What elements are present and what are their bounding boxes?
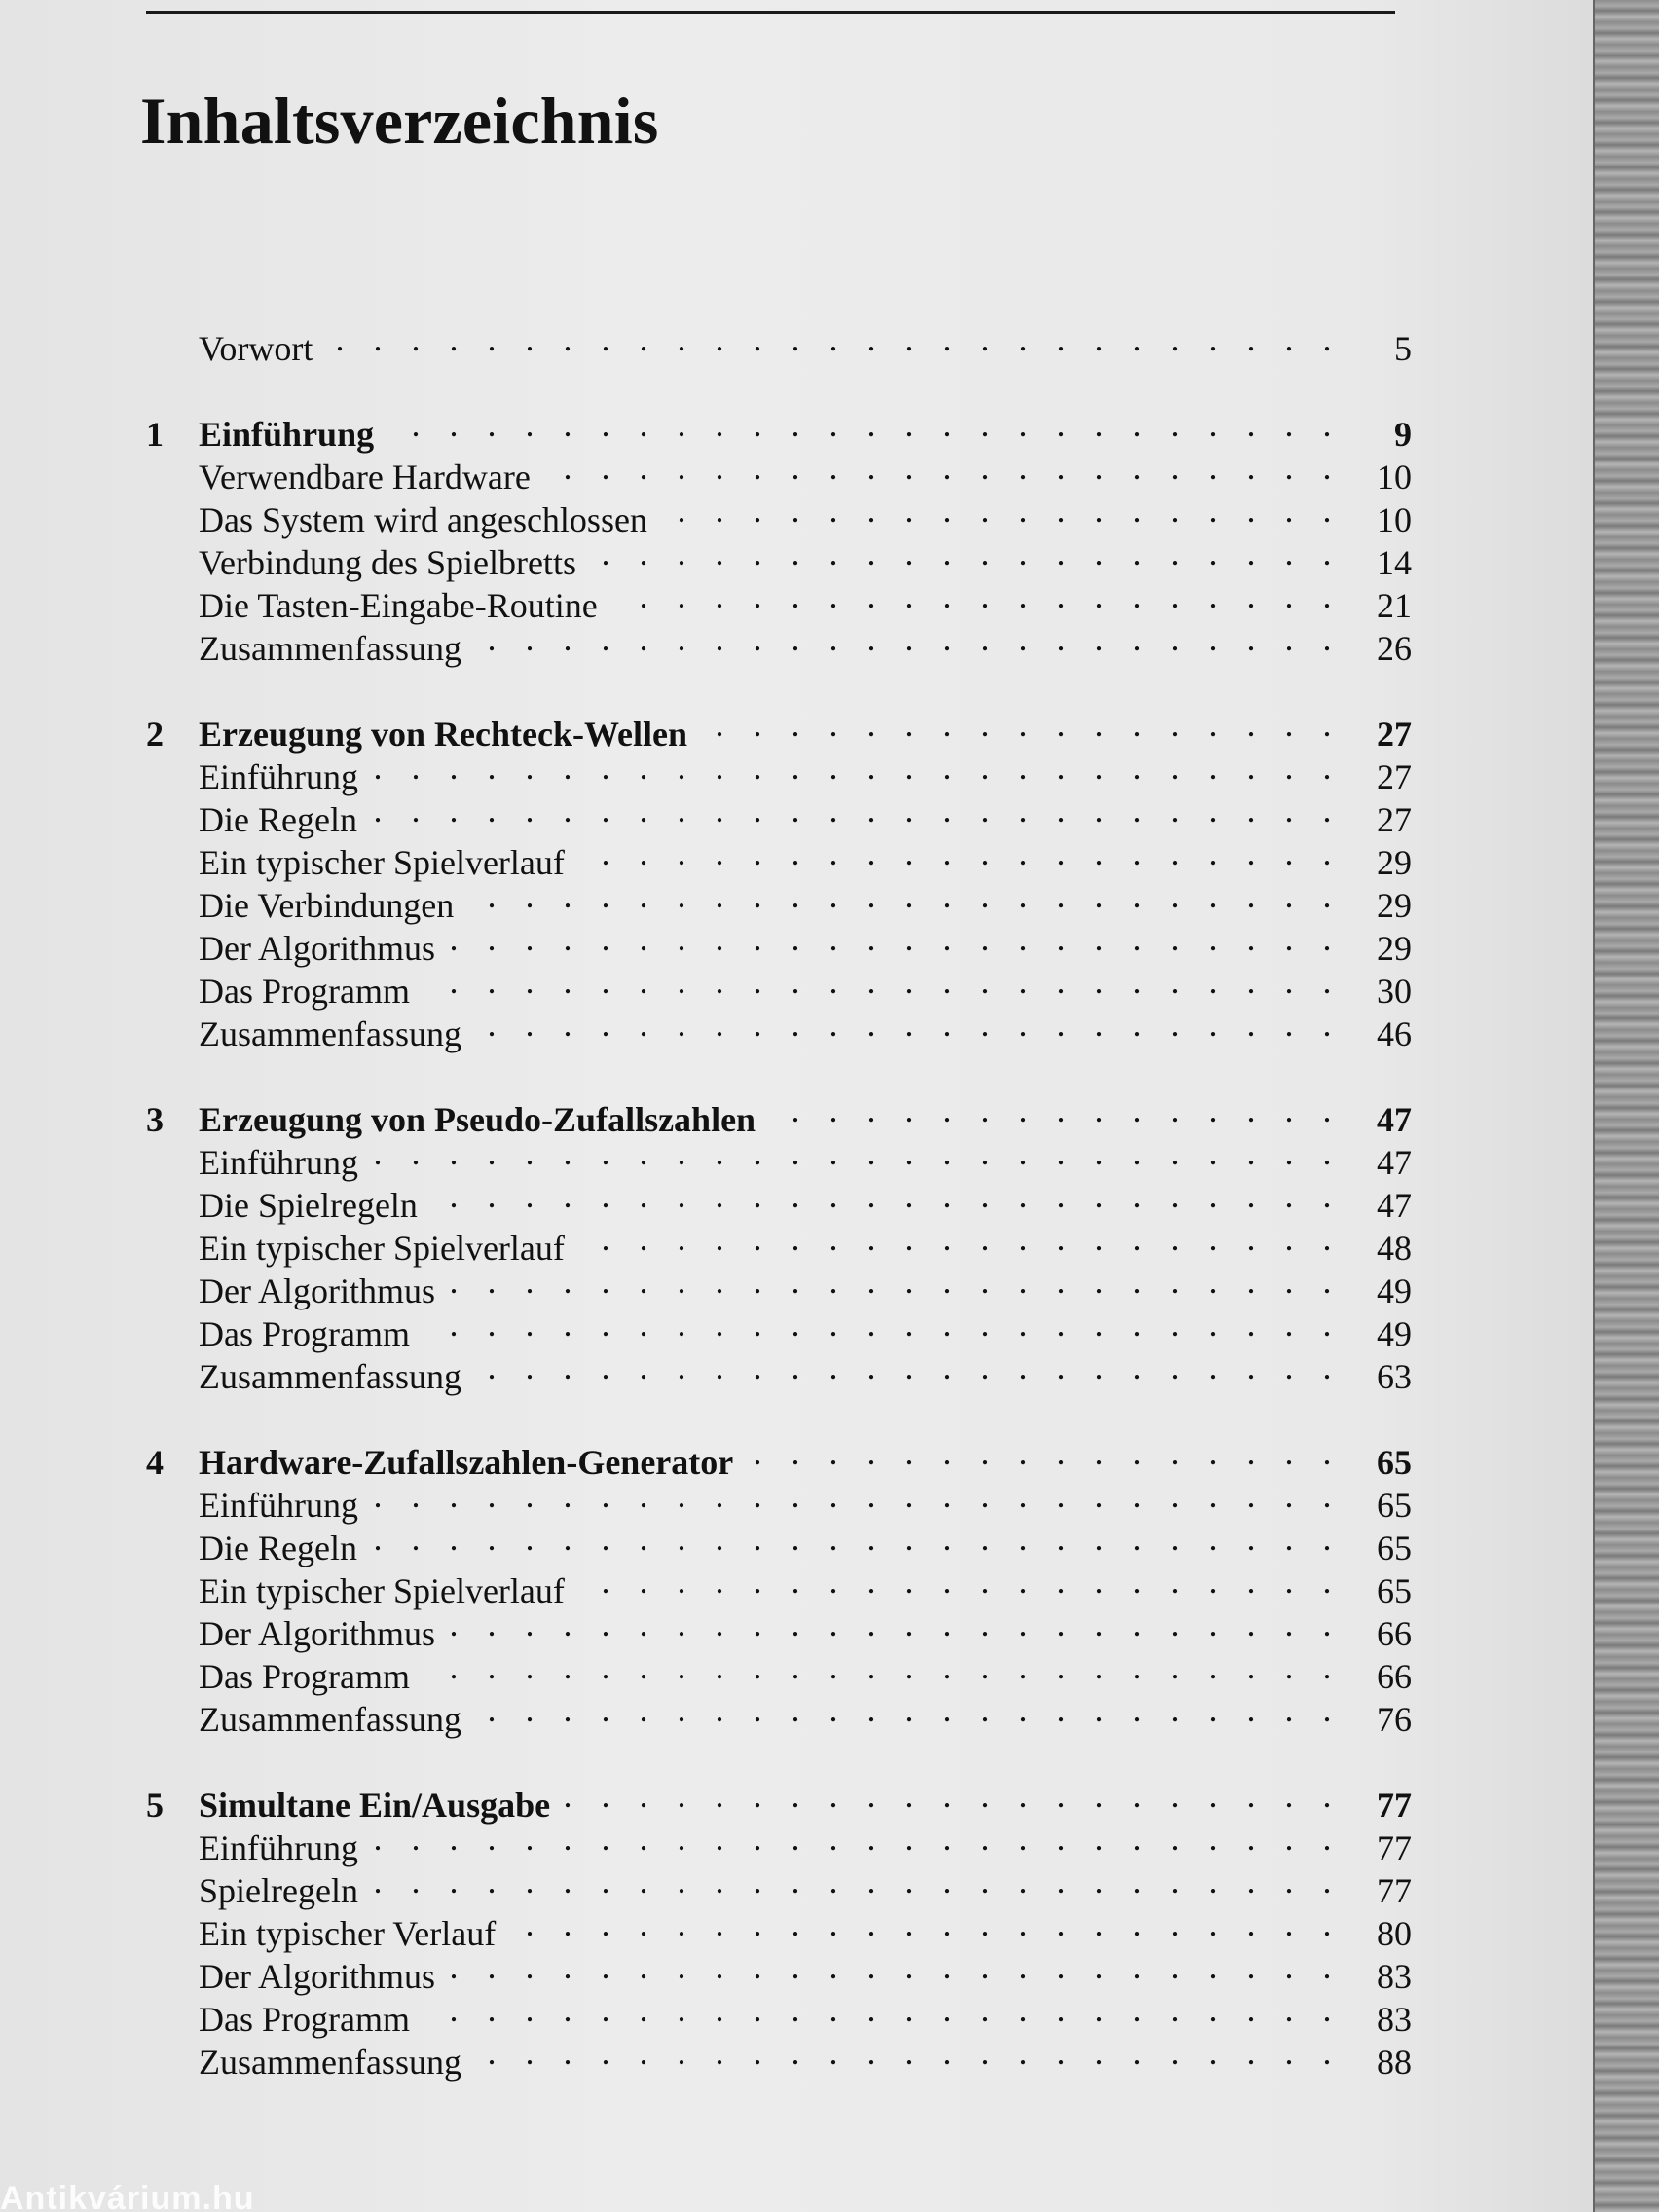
toc-section-row xyxy=(146,831,1412,882)
toc-section-row xyxy=(146,960,1412,1011)
toc-section-row xyxy=(146,1346,1412,1396)
dot-leader xyxy=(420,1303,1342,1346)
toc-preface-label: Vorwort xyxy=(199,329,313,368)
toc-chapter-title: Simultane Ein/Ausgabe xyxy=(199,1786,551,1825)
toc-section-row xyxy=(146,1003,1412,1053)
toc-section-page: 29 xyxy=(1377,929,1412,968)
toc-section-page: 63 xyxy=(1377,1357,1412,1396)
table-of-contents xyxy=(146,317,1412,2082)
toc-section-label: Einführung xyxy=(199,1143,358,1182)
toc-section-page: 27 xyxy=(1377,757,1412,796)
dot-leader xyxy=(420,1988,1342,2031)
toc-section-label: Die Spielregeln xyxy=(199,1186,418,1225)
toc-chapter-row xyxy=(146,1774,1412,1825)
toc-section-row xyxy=(146,1474,1412,1525)
dot-leader xyxy=(445,1945,1342,1988)
page-stack-edge xyxy=(1593,0,1659,2212)
toc-section-page: 27 xyxy=(1377,800,1412,839)
toc-section-row xyxy=(146,1217,1412,1268)
dot-leader xyxy=(574,831,1342,874)
toc-section-row xyxy=(146,1517,1412,1567)
toc-section-page: 30 xyxy=(1377,972,1412,1011)
dot-leader xyxy=(471,2031,1342,2074)
toc-chapter-row xyxy=(146,403,1412,454)
dot-leader xyxy=(608,574,1342,617)
toc-section-page: 10 xyxy=(1377,500,1412,539)
dot-leader xyxy=(471,1688,1342,1731)
toc-section-label: Zusammenfassung xyxy=(199,2043,461,2082)
toc-section-row xyxy=(146,1988,1412,2039)
toc-chapter-row xyxy=(146,1431,1412,1482)
dot-leader xyxy=(471,617,1342,660)
toc-section-row xyxy=(146,1645,1412,1696)
toc-section-label: Einführung xyxy=(199,757,358,796)
toc-section-row xyxy=(146,1688,1412,1739)
toc-section-page: 77 xyxy=(1377,1871,1412,1910)
toc-section-page: 49 xyxy=(1377,1272,1412,1310)
dot-leader xyxy=(463,874,1342,917)
toc-preface-row xyxy=(146,317,1412,368)
dot-leader xyxy=(368,746,1342,789)
dot-leader xyxy=(560,1774,1342,1817)
toc-section-page: 83 xyxy=(1377,2000,1412,2039)
toc-section-label: Einführung xyxy=(199,1828,358,1867)
dot-leader xyxy=(384,403,1342,446)
dot-leader xyxy=(420,1645,1342,1688)
dot-leader xyxy=(445,917,1342,960)
dot-leader xyxy=(743,1431,1342,1474)
toc-section-label: Das Programm xyxy=(199,1314,410,1353)
toc-preface-page: 5 xyxy=(1394,329,1412,368)
toc-section-page: 65 xyxy=(1377,1571,1412,1610)
toc-chapters xyxy=(146,360,1412,2082)
toc-section-row xyxy=(146,1560,1412,1610)
toc-section-page: 14 xyxy=(1377,543,1412,582)
toc-section-label: Zusammenfassung xyxy=(199,1014,461,1053)
toc-chapter-title: Erzeugung von Rechteck-Wellen xyxy=(199,715,687,754)
dot-leader xyxy=(657,489,1342,532)
toc-section-row xyxy=(146,1131,1412,1182)
dot-leader xyxy=(574,1217,1342,1260)
dot-leader xyxy=(574,1560,1342,1603)
toc-section-page: 88 xyxy=(1377,2043,1412,2082)
toc-section-page: 49 xyxy=(1377,1314,1412,1353)
toc-section-label: Das Programm xyxy=(199,2000,410,2039)
toc-section-label: Die Verbindungen xyxy=(199,886,455,925)
toc-section-row xyxy=(146,1603,1412,1653)
dot-leader xyxy=(368,1131,1342,1174)
dot-leader xyxy=(427,1174,1342,1217)
toc-section-page: 66 xyxy=(1377,1614,1412,1653)
dot-leader xyxy=(368,1817,1342,1860)
dot-leader xyxy=(471,1003,1342,1046)
watermark: Antikvárium.hu xyxy=(0,2185,255,2212)
toc-chapter-number: 2 xyxy=(146,715,164,754)
toc-section-label: Das Programm xyxy=(199,972,410,1011)
toc-section-row xyxy=(146,874,1412,925)
top-rule xyxy=(146,11,1395,14)
toc-section-page: 48 xyxy=(1377,1229,1412,1268)
toc-section-label: Ein typischer Spielverlauf xyxy=(199,843,565,882)
toc-chapter-number: 1 xyxy=(146,415,164,454)
toc-chapter-row xyxy=(146,703,1412,754)
dot-leader xyxy=(586,532,1342,574)
toc-chapter-title: Erzeugung von Pseudo-Zufallszahlen xyxy=(199,1100,756,1139)
toc-section-page: 83 xyxy=(1377,1957,1412,1996)
dot-leader xyxy=(322,317,1342,360)
toc-section-label: Die Tasten-Eingabe-Routine xyxy=(199,586,598,625)
toc-section-row xyxy=(146,1260,1412,1310)
dot-leader xyxy=(505,1902,1342,1945)
toc-section-label: Spielregeln xyxy=(199,1871,358,1910)
toc-section-page: 47 xyxy=(1377,1143,1412,1182)
toc-section-page: 26 xyxy=(1377,629,1412,668)
toc-section-label: Verwendbare Hardware xyxy=(199,458,531,497)
toc-section-page: 10 xyxy=(1377,458,1412,497)
toc-section-row xyxy=(146,1945,1412,1996)
toc-section-row xyxy=(146,574,1412,625)
toc-chapter-page: 9 xyxy=(1394,415,1412,454)
toc-section-label: Zusammenfassung xyxy=(199,629,461,668)
toc-section-row xyxy=(146,489,1412,539)
dot-leader xyxy=(368,1860,1342,1902)
toc-section-row xyxy=(146,746,1412,796)
toc-section-page: 77 xyxy=(1377,1828,1412,1867)
toc-section-row xyxy=(146,1817,1412,1867)
toc-section-page: 65 xyxy=(1377,1529,1412,1567)
toc-section-page: 29 xyxy=(1377,886,1412,925)
dot-leader xyxy=(697,703,1342,746)
toc-section-page: 29 xyxy=(1377,843,1412,882)
toc-section-row xyxy=(146,2031,1412,2082)
toc-section-page: 21 xyxy=(1377,586,1412,625)
dot-leader xyxy=(471,1346,1342,1388)
toc-chapter-page: 27 xyxy=(1377,715,1412,754)
dot-leader xyxy=(540,446,1342,489)
dot-leader xyxy=(445,1603,1342,1645)
dot-leader xyxy=(765,1088,1342,1131)
toc-section-row xyxy=(146,532,1412,582)
toc-chapter-page: 65 xyxy=(1377,1443,1412,1482)
toc-section-label: Der Algorithmus xyxy=(199,1614,435,1653)
toc-chapter-row xyxy=(146,1088,1412,1139)
dot-leader xyxy=(367,1517,1342,1560)
toc-section-row xyxy=(146,1860,1412,1910)
toc-chapter-page: 47 xyxy=(1377,1100,1412,1139)
toc-section-label: Einführung xyxy=(199,1486,358,1525)
toc-chapter-title: Einführung xyxy=(199,415,375,454)
dot-leader xyxy=(368,1474,1342,1517)
toc-section-label: Die Regeln xyxy=(199,1529,357,1567)
page-title: Inhaltsverzeichnis xyxy=(140,84,659,158)
toc-section-page: 65 xyxy=(1377,1486,1412,1525)
toc-section-page: 66 xyxy=(1377,1657,1412,1696)
toc-section-row xyxy=(146,446,1412,497)
toc-section-page: 76 xyxy=(1377,1700,1412,1739)
toc-section-label: Der Algorithmus xyxy=(199,929,435,968)
dot-leader xyxy=(420,960,1342,1003)
toc-section-row xyxy=(146,917,1412,968)
toc-section-label: Verbindung des Spielbretts xyxy=(199,543,576,582)
toc-chapter-page: 77 xyxy=(1377,1786,1412,1825)
toc-section-row xyxy=(146,789,1412,839)
toc-section-label: Ein typischer Spielverlauf xyxy=(199,1571,565,1610)
chapter-gap xyxy=(146,360,1412,403)
toc-section-page: 46 xyxy=(1377,1014,1412,1053)
toc-section-page: 47 xyxy=(1377,1186,1412,1225)
toc-chapter-number: 4 xyxy=(146,1443,164,1482)
toc-section-label: Das Programm xyxy=(199,1657,410,1696)
dot-leader xyxy=(367,789,1342,831)
toc-chapter-number: 5 xyxy=(146,1786,164,1825)
toc-section-label: Ein typischer Spielverlauf xyxy=(199,1229,565,1268)
toc-section-label: Die Regeln xyxy=(199,800,357,839)
dot-leader xyxy=(445,1260,1342,1303)
toc-section-page: 80 xyxy=(1377,1914,1412,1953)
toc-section-label: Das System wird angeschlossen xyxy=(199,500,647,539)
toc-section-label: Der Algorithmus xyxy=(199,1957,435,1996)
toc-chapter-title: Hardware-Zufallszahlen-Generator xyxy=(199,1443,734,1482)
toc-section-row xyxy=(146,1174,1412,1225)
toc-chapter-number: 3 xyxy=(146,1100,164,1139)
toc-section-row xyxy=(146,617,1412,668)
toc-section-label: Zusammenfassung xyxy=(199,1700,461,1739)
toc-section-label: Ein typischer Verlauf xyxy=(199,1914,497,1953)
toc-section-row xyxy=(146,1303,1412,1353)
toc-section-row xyxy=(146,1902,1412,1953)
toc-section-label: Zusammenfassung xyxy=(199,1357,461,1396)
toc-section-label: Der Algorithmus xyxy=(199,1272,435,1310)
